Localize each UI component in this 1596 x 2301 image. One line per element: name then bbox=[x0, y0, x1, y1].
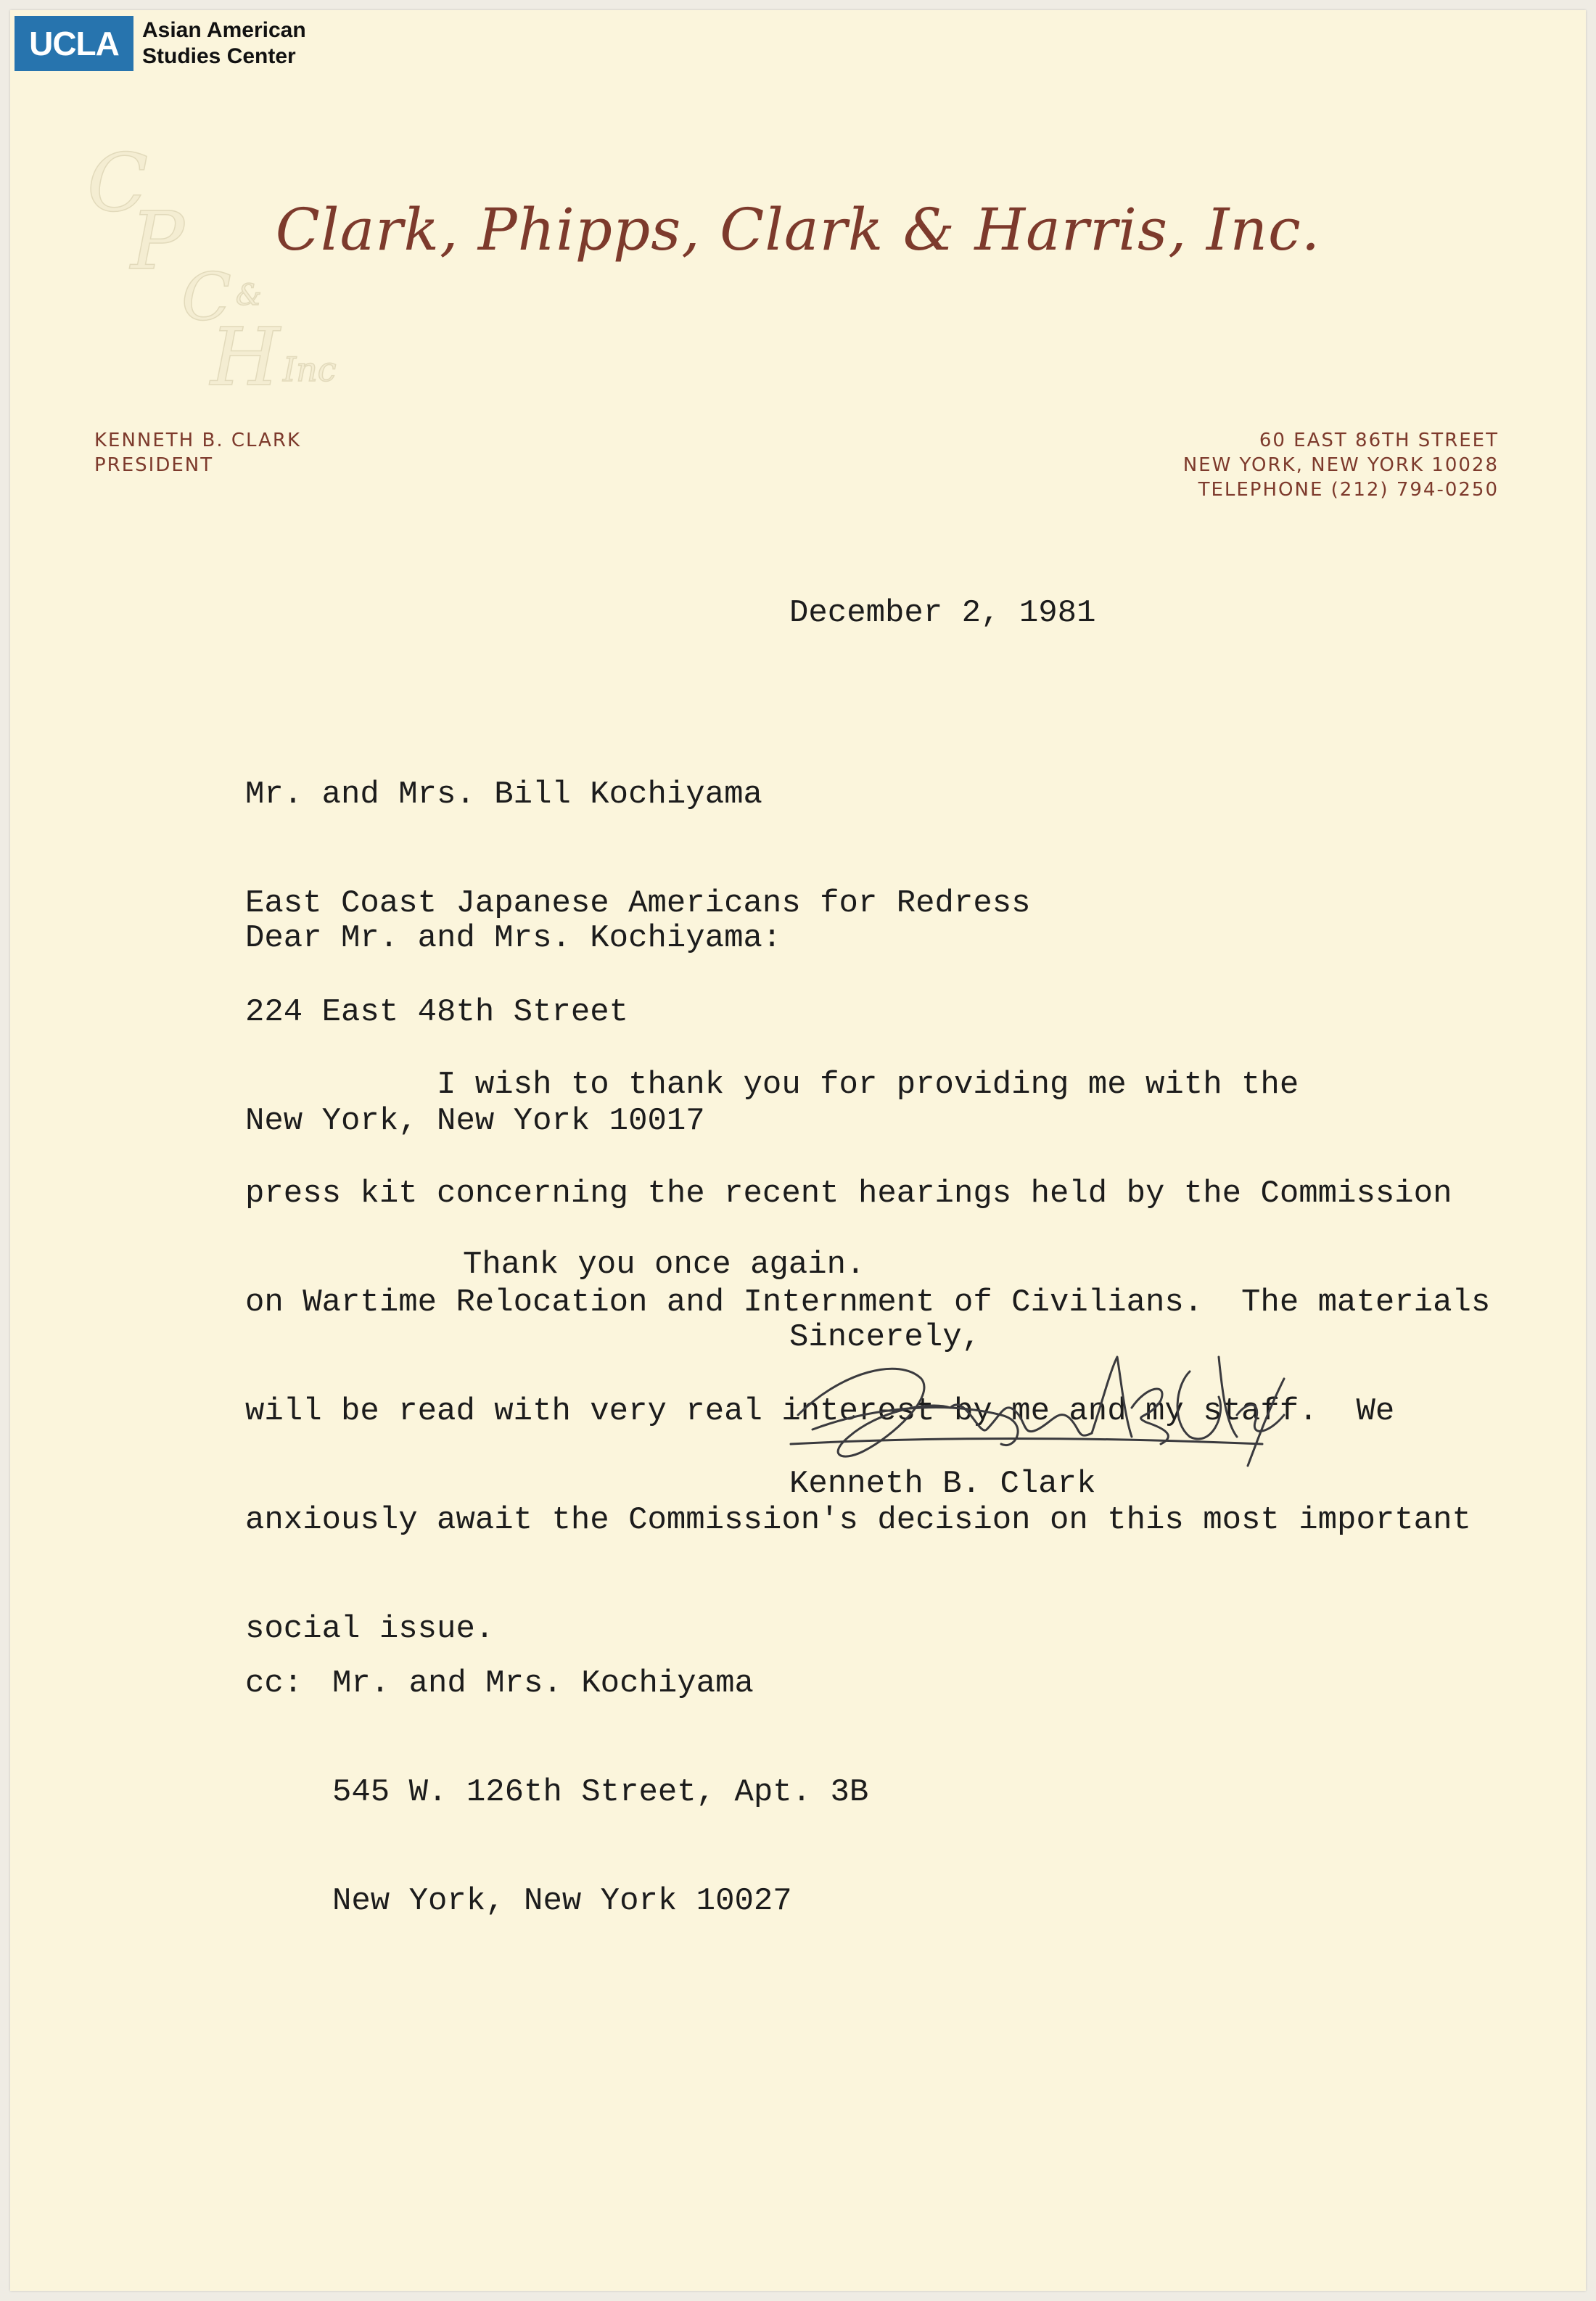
company-telephone: TELEPHONE (212) 794-0250 bbox=[1198, 479, 1499, 501]
signatory-name: Kenneth B. Clark bbox=[789, 1466, 1096, 1502]
monogram-letter: & bbox=[236, 279, 262, 312]
closing: Sincerely, bbox=[789, 1319, 982, 1355]
monogram-letter: Inc bbox=[283, 350, 337, 389]
body-line: press kit concerning the recent hearings held by the Commission bbox=[245, 1176, 1452, 1212]
center-name bbox=[142, 17, 306, 70]
sender-block bbox=[94, 428, 301, 477]
body-line: social issue. bbox=[245, 1611, 495, 1647]
cc-line-2: 545 W. 126th Street, Apt. 3B bbox=[332, 1774, 869, 1810]
recipient-line: New York, New York 10017 bbox=[245, 1103, 705, 1139]
company-name: Clark, Phipps, Clark & Harris, Inc. bbox=[275, 196, 1321, 263]
handwritten-signature bbox=[783, 1328, 1291, 1480]
center-name-line2: Studies Center bbox=[142, 44, 296, 68]
cc-label: cc: bbox=[245, 1665, 303, 1702]
cc-line-1 bbox=[245, 1665, 868, 1702]
recipient-line: East Coast Japanese Americans for Redress bbox=[245, 885, 1031, 922]
cc-name: Mr. and Mrs. Kochiyama bbox=[332, 1665, 754, 1702]
sender-name: KENNETH B. CLARK bbox=[94, 430, 302, 451]
monogram-letter: P bbox=[131, 194, 185, 287]
company-address-block bbox=[1183, 428, 1499, 502]
cc-line-3: New York, New York 10027 bbox=[332, 1883, 792, 1919]
sender-title: PRESIDENT bbox=[94, 454, 214, 476]
monogram-letter: H bbox=[210, 311, 280, 403]
company-address-line1: 60 EAST 86TH STREET bbox=[1259, 430, 1499, 451]
monogram-letter: C bbox=[181, 259, 231, 335]
cc-block bbox=[245, 1593, 868, 1956]
ucla-logo: UCLA bbox=[15, 16, 133, 71]
recipient-line: Mr. and Mrs. Bill Kochiyama bbox=[245, 776, 762, 813]
embossed-monogram bbox=[87, 136, 392, 406]
body-line: I wish to thank you for providing me with the bbox=[245, 1067, 1299, 1103]
body-paragraph-2: Thank you once again. bbox=[463, 1247, 865, 1283]
body-line: anxiously await the Commission's decision on this most important bbox=[245, 1502, 1471, 1538]
monogram-letter: C bbox=[87, 136, 149, 229]
recipient-line: 224 East 48th Street bbox=[245, 994, 629, 1030]
letter-date: December 2, 1981 bbox=[789, 595, 1096, 631]
body-line: will be read with very real interest by me and my staff. We bbox=[245, 1393, 1395, 1430]
salutation: Dear Mr. and Mrs. Kochiyama: bbox=[245, 920, 782, 956]
center-name-line1: Asian American bbox=[142, 18, 306, 42]
company-address-line2: NEW YORK, NEW YORK 10028 bbox=[1182, 454, 1499, 476]
body-line: on Wartime Relocation and Internment of Civilians. The materials bbox=[245, 1284, 1491, 1321]
